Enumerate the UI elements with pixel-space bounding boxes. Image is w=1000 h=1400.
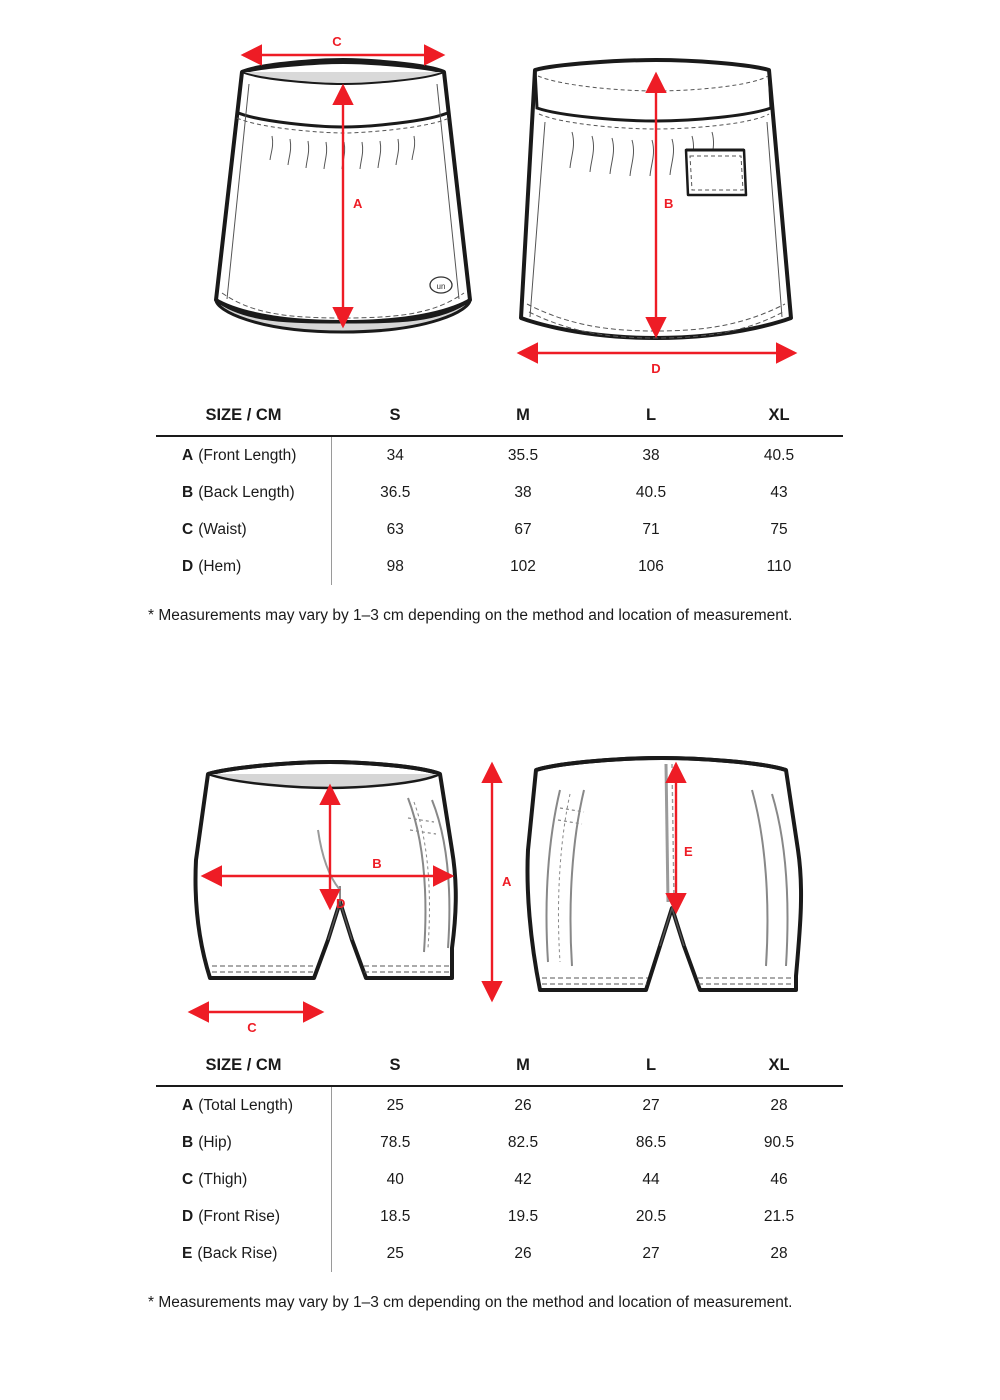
cell-value: 36.5	[331, 474, 459, 511]
cell-value: 42	[514, 1170, 532, 1188]
table-row	[156, 1161, 843, 1198]
cell-value: 40	[331, 1161, 459, 1198]
col-header-l: L	[645, 405, 657, 424]
row-key: A	[182, 446, 194, 464]
table-row	[156, 1198, 843, 1235]
cell-value: 63	[331, 511, 459, 548]
svg-text:un: un	[436, 282, 446, 291]
cell-value: 27	[642, 1244, 660, 1262]
row-name: (Back Length)	[198, 483, 295, 501]
table-row	[156, 1086, 843, 1124]
skirt-front-label-waist: C	[332, 34, 342, 49]
cell-value: 98	[331, 548, 459, 585]
table-row	[156, 436, 843, 474]
cell-value: 34	[331, 436, 459, 474]
cell-value: 27	[642, 1096, 660, 1114]
col-header-xl: XL	[768, 1055, 790, 1074]
cell-value: 38	[642, 446, 660, 464]
cell-value: 90.5	[763, 1133, 795, 1151]
skirt-size-table	[156, 395, 843, 585]
cell-value: 38	[514, 483, 532, 501]
row-name: (Hip)	[198, 1133, 232, 1151]
col-header-m: M	[516, 405, 530, 424]
cell-value: 35.5	[507, 446, 539, 464]
cell-value: 43	[770, 483, 788, 501]
cell-value: 40.5	[635, 483, 667, 501]
cell-value: 67	[514, 520, 532, 538]
col-header-s: S	[389, 1055, 401, 1074]
cell-value: 78.5	[331, 1124, 459, 1161]
shorts-table-wrap	[0, 1045, 1000, 1272]
table-header-row	[156, 395, 843, 436]
col-header-l: L	[645, 1055, 657, 1074]
cell-value: 86.5	[635, 1133, 667, 1151]
row-key: C	[182, 1170, 194, 1188]
shorts-size-table	[156, 1045, 843, 1272]
cell-value: 102	[510, 557, 536, 575]
cell-value: 21.5	[763, 1207, 795, 1225]
cell-value: 25	[331, 1086, 459, 1124]
skirt-back-label-hem: D	[651, 361, 661, 376]
shorts-back-illustration	[528, 758, 802, 990]
cell-value: 28	[770, 1096, 788, 1114]
cell-value: 106	[638, 557, 664, 575]
col-header-size: SIZE / CM	[205, 405, 282, 424]
cell-value: 44	[642, 1170, 660, 1188]
row-name: (Thigh)	[198, 1170, 248, 1188]
cell-value: 71	[642, 520, 660, 538]
table-header-row	[156, 1045, 843, 1086]
cell-value: 26	[514, 1096, 532, 1114]
row-name: (Front Length)	[198, 446, 297, 464]
shorts-back-label-back-rise: E	[684, 844, 693, 859]
table-row	[156, 1235, 843, 1272]
row-name: (Total Length)	[198, 1096, 293, 1114]
table-row	[156, 1124, 843, 1161]
cell-value: 18.5	[331, 1198, 459, 1235]
row-key: B	[182, 483, 194, 501]
row-key: E	[182, 1244, 193, 1262]
skirt-front-label-length: A	[353, 196, 363, 211]
cell-value: 110	[766, 557, 792, 575]
col-header-size: SIZE / CM	[205, 1055, 282, 1074]
shorts-size-section	[0, 690, 1000, 1312]
shorts-front-illustration	[196, 762, 456, 978]
skirt-size-section	[0, 0, 1000, 625]
shorts-measurement-note: * Measurements may vary by 1–3 cm depending on the method and location of measurement.	[148, 1294, 793, 1311]
col-header-s: S	[389, 405, 401, 424]
col-header-xl: XL	[768, 405, 790, 424]
col-header-m: M	[516, 1055, 530, 1074]
row-name: (Front Rise)	[198, 1207, 281, 1225]
cell-value: 19.5	[507, 1207, 539, 1225]
row-name: (Waist)	[198, 520, 247, 538]
cell-value: 25	[331, 1235, 459, 1272]
shorts-front-label-hip: B	[372, 856, 382, 871]
table-row	[156, 548, 843, 585]
row-name: (Back Rise)	[197, 1244, 278, 1262]
shorts-front-label-total-length: A	[502, 874, 512, 889]
row-key: C	[182, 520, 194, 538]
skirt-back-label-length: B	[664, 196, 674, 211]
skirt-diagram	[0, 0, 1000, 395]
skirt-table-wrap	[0, 395, 1000, 585]
cell-value: 46	[770, 1170, 788, 1188]
table-row	[156, 474, 843, 511]
cell-value: 82.5	[507, 1133, 539, 1151]
shorts-front-label-front-rise: D	[336, 896, 346, 911]
row-key: A	[182, 1096, 194, 1114]
shorts-diagram	[0, 690, 1000, 1045]
skirt-measurement-note: * Measurements may vary by 1–3 cm depending on the method and location of measurement.	[148, 607, 793, 624]
cell-value: 28	[770, 1244, 788, 1262]
cell-value: 40.5	[763, 446, 795, 464]
cell-value: 20.5	[635, 1207, 667, 1225]
table-row	[156, 511, 843, 548]
row-key: D	[182, 557, 194, 575]
cell-value: 75	[770, 520, 788, 538]
row-key: B	[182, 1133, 194, 1151]
cell-value: 26	[514, 1244, 532, 1262]
row-name: (Hem)	[198, 557, 242, 575]
shorts-front-label-thigh: C	[247, 1020, 257, 1035]
row-key: D	[182, 1207, 194, 1225]
